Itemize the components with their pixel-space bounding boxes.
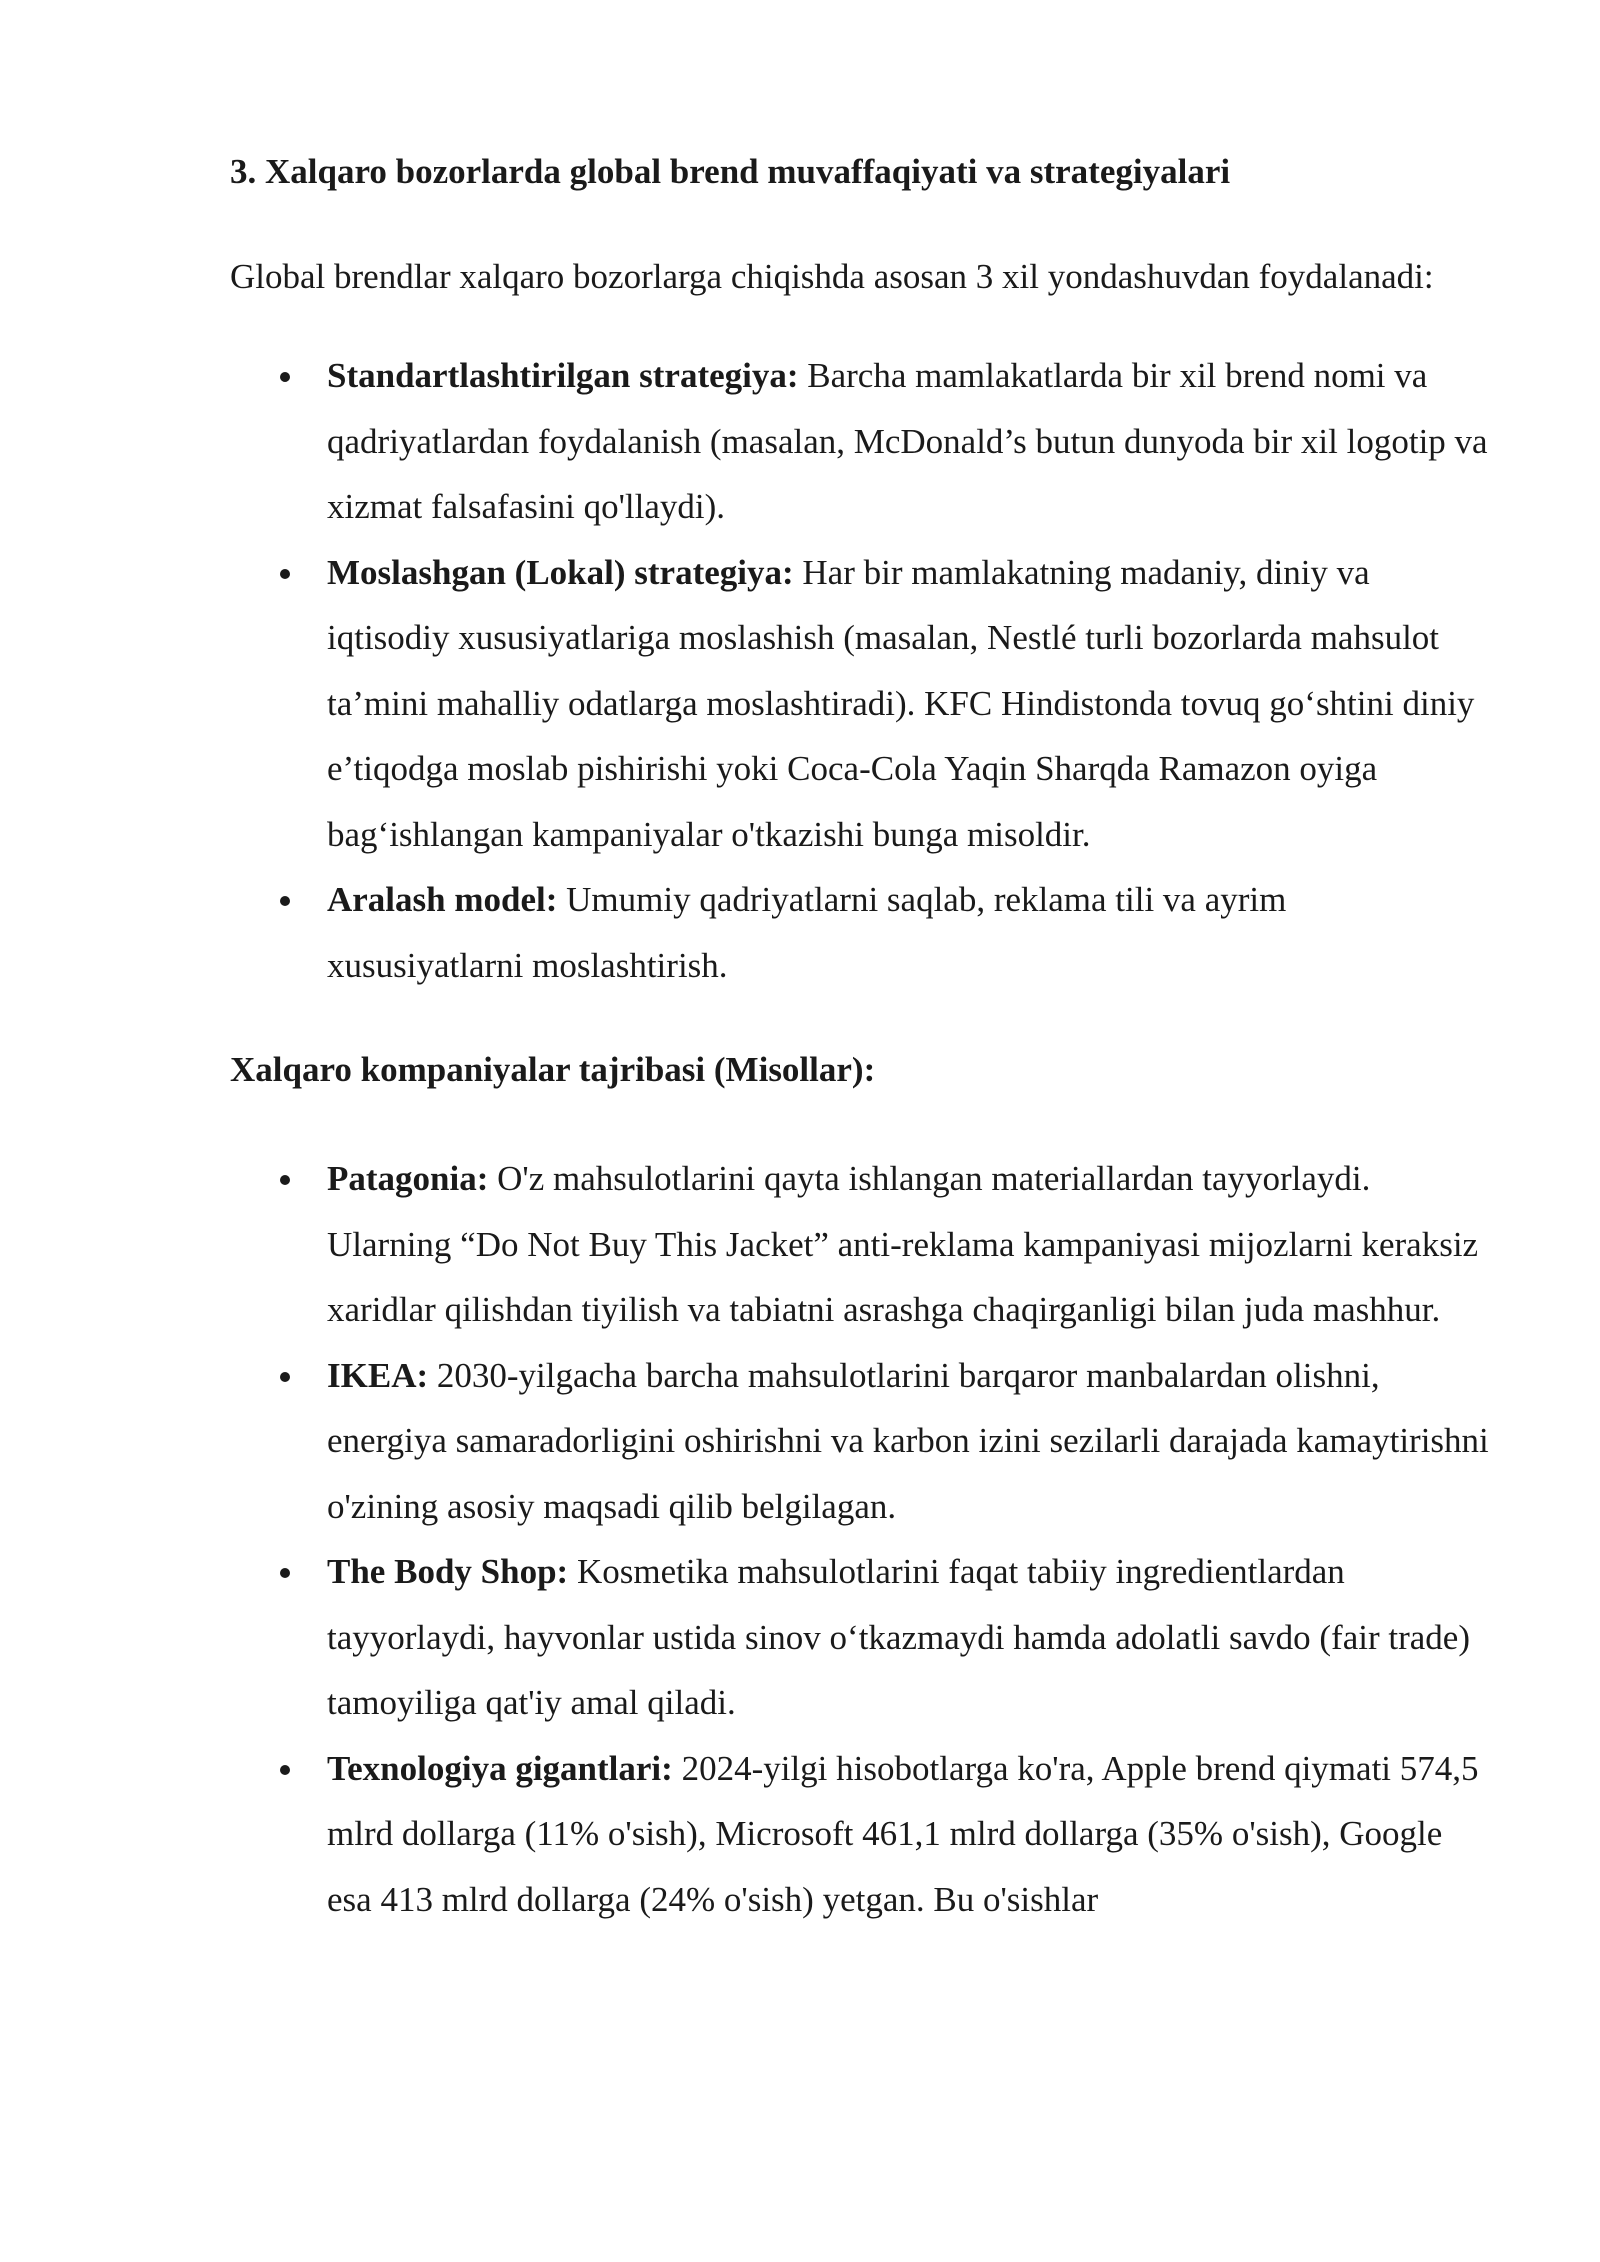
bullet-icon bbox=[280, 1372, 290, 1382]
example-term: The Body Shop: bbox=[327, 1552, 569, 1591]
section-title: 3. Xalqaro bozorlarda global brend muvaffaqiyati va strategiyalari bbox=[230, 152, 1231, 191]
strategy-item-localized bbox=[230, 540, 1490, 868]
example-term: Texnologiya gigantlari: bbox=[327, 1748, 673, 1788]
example-text: O'z mahsulotlarini qayta ishlangan materiallardan tayyorlaydi. Ularning “Do Not Buy This Jacket” anti-reklama kampaniyasi mijozlarni keraksiz xaridlar qilishdan tiyilish va tabiatni asrashga chaqirganligi bilan juda mashhur. bbox=[327, 1159, 1479, 1329]
bullet-icon bbox=[280, 372, 290, 382]
bullet-icon bbox=[280, 1175, 290, 1185]
strategy-term: Moslashgan (Lokal) strategiya: bbox=[327, 552, 794, 592]
example-term: IKEA: bbox=[327, 1355, 429, 1395]
strategies-list bbox=[230, 343, 1490, 998]
example-item-patagonia bbox=[230, 1146, 1490, 1343]
example-item-ikea bbox=[230, 1343, 1490, 1540]
bullet-icon bbox=[280, 896, 290, 906]
document-page bbox=[230, 148, 1490, 1980]
bullet-icon bbox=[280, 1765, 290, 1775]
strategy-term: Aralash model: bbox=[327, 880, 558, 919]
example-text: Kosmetika mahsulotlarini faqat tabiiy ingredientlardan tayyorlaydi, hayvonlar ustida sinov o‘tkazmaydi hamda adolatli savdo (fair trade) tamoyiliga qat'iy amal qiladi. bbox=[327, 1552, 1470, 1722]
examples-list bbox=[230, 1146, 1490, 1932]
bullet-icon bbox=[280, 569, 290, 579]
examples-heading: Xalqaro kompaniyalar tajribasi (Misollar): bbox=[230, 1050, 876, 1089]
example-text: 2030-yilgacha barcha mahsulotlarini barqaror manbalardan olishni, energiya samaradorligini oshirishni va karbon izini sezilarli darajada kamaytirishni o'zining asosiy maqsadi qilib belgilagan. bbox=[327, 1355, 1489, 1526]
example-text: 2024-yilgi hisobotlarga ko'ra, Apple brend qiymati 574,5 mlrd dollarga (11% o'sish), Microsoft 461,1 mlrd dollarga (35% o'sish), Google esa 413 mlrd dollarga (24% o'sish) yetgan. Bu o'sishlar bbox=[327, 1748, 1479, 1919]
bullet-icon bbox=[280, 1568, 290, 1578]
example-item-tech-giants bbox=[230, 1736, 1490, 1933]
strategy-item-standardized bbox=[230, 343, 1490, 540]
example-item-body-shop bbox=[230, 1539, 1490, 1736]
example-term: Patagonia: bbox=[327, 1159, 489, 1198]
strategy-term: Standartlashtirilgan strategiya: bbox=[327, 356, 799, 395]
strategy-item-mixed bbox=[230, 867, 1490, 998]
strategy-text: Har bir mamlakatning madaniy, diniy va iqtisodiy xususiyatlariga moslashish (masalan, Nestlé turli bozorlarda mahsulot ta’mini mahalliy odatlarga moslashtiradi). KFC Hindistonda tovuq go‘shtini diniy e’tiqodga moslab pishirishi yoki Coca-Cola Yaqin Sharqda Ramazon oyiga bag‘ishlangan kampaniyalar o'tkazishi bunga misoldir. bbox=[327, 552, 1475, 854]
strategy-text: Umumiy qadriyatlarni saqlab, reklama tili va ayrim xususiyatlarni moslashtirish. bbox=[327, 880, 1287, 985]
strategy-text: Barcha mamlakatlarda bir xil brend nomi va qadriyatlardan foydalanish (masalan, McDonald’s butun dunyoda bir xil logotip va xizmat falsafasini qo'llaydi). bbox=[327, 356, 1488, 526]
intro-paragraph: Global brendlar xalqaro bozorlarga chiqishda asosan 3 xil yondashuvdan foydalanadi: bbox=[230, 257, 1434, 296]
